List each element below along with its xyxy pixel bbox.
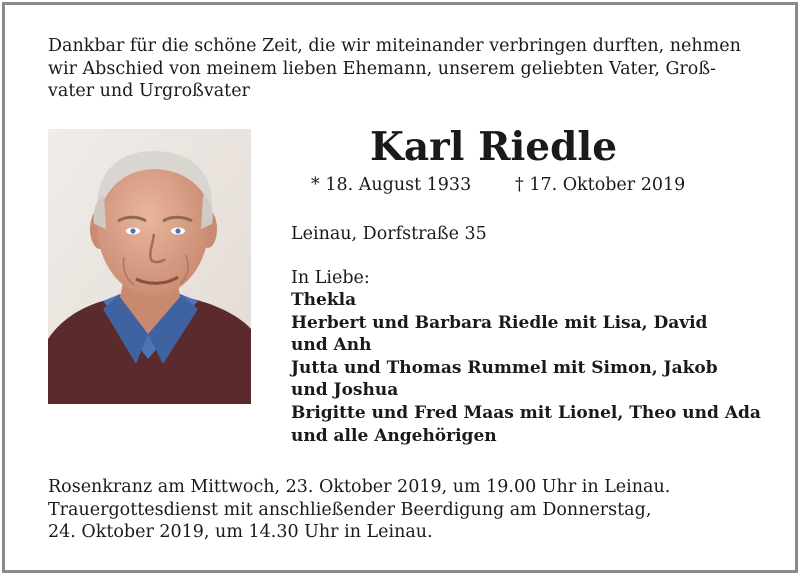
mourners-label: In Liebe: <box>291 268 370 288</box>
service-line: 24. Oktober 2019, um 14.30 Uhr in Leinau. <box>48 522 433 542</box>
mourner-line: Herbert und Barbara Riedle mit Lisa, David <box>291 312 708 333</box>
mourner-line: Thekla <box>291 290 357 310</box>
life-dates <box>311 173 711 197</box>
service-line: Trauergottesdienst mit anschließender Beerdigung am Donnerstag, <box>48 499 652 520</box>
obituary-frame <box>2 2 798 573</box>
intro-line: wir Abschied von meinem lieben Ehemann, unserem geliebten Vater, Groß- <box>48 58 716 79</box>
mourner-line: Jutta und Thomas Rummel mit Simon, Jakob <box>291 357 718 378</box>
intro-line: vater und Urgroßvater <box>48 81 250 101</box>
portrait-photo-icon <box>48 129 251 404</box>
deceased-name: Karl Riedle <box>369 124 618 170</box>
service-details <box>48 476 670 544</box>
birth-date: * 18. August 1933 <box>311 175 472 195</box>
service-line: Rosenkranz am Mittwoch, 23. Oktober 2019, um 19.00 Uhr in Leinau. <box>48 477 671 497</box>
address: Leinau, Dorfstraße 35 <box>291 224 487 244</box>
mourner-line: und Joshua <box>291 380 399 401</box>
intro-text <box>48 35 773 103</box>
intro-line: Dankbar für die schöne Zeit, die wir miteinander verbringen durften, nehmen <box>48 36 741 56</box>
mourner-line: und Anh <box>291 335 372 356</box>
portrait-illustration <box>48 129 251 404</box>
death-date: † 17. Oktober 2019 <box>515 175 686 195</box>
mourners-list <box>291 289 761 447</box>
mourner-line: Brigitte und Fred Maas mit Lionel, Theo und Ada <box>291 402 761 423</box>
mourner-line: und alle Angehörigen <box>291 425 497 446</box>
